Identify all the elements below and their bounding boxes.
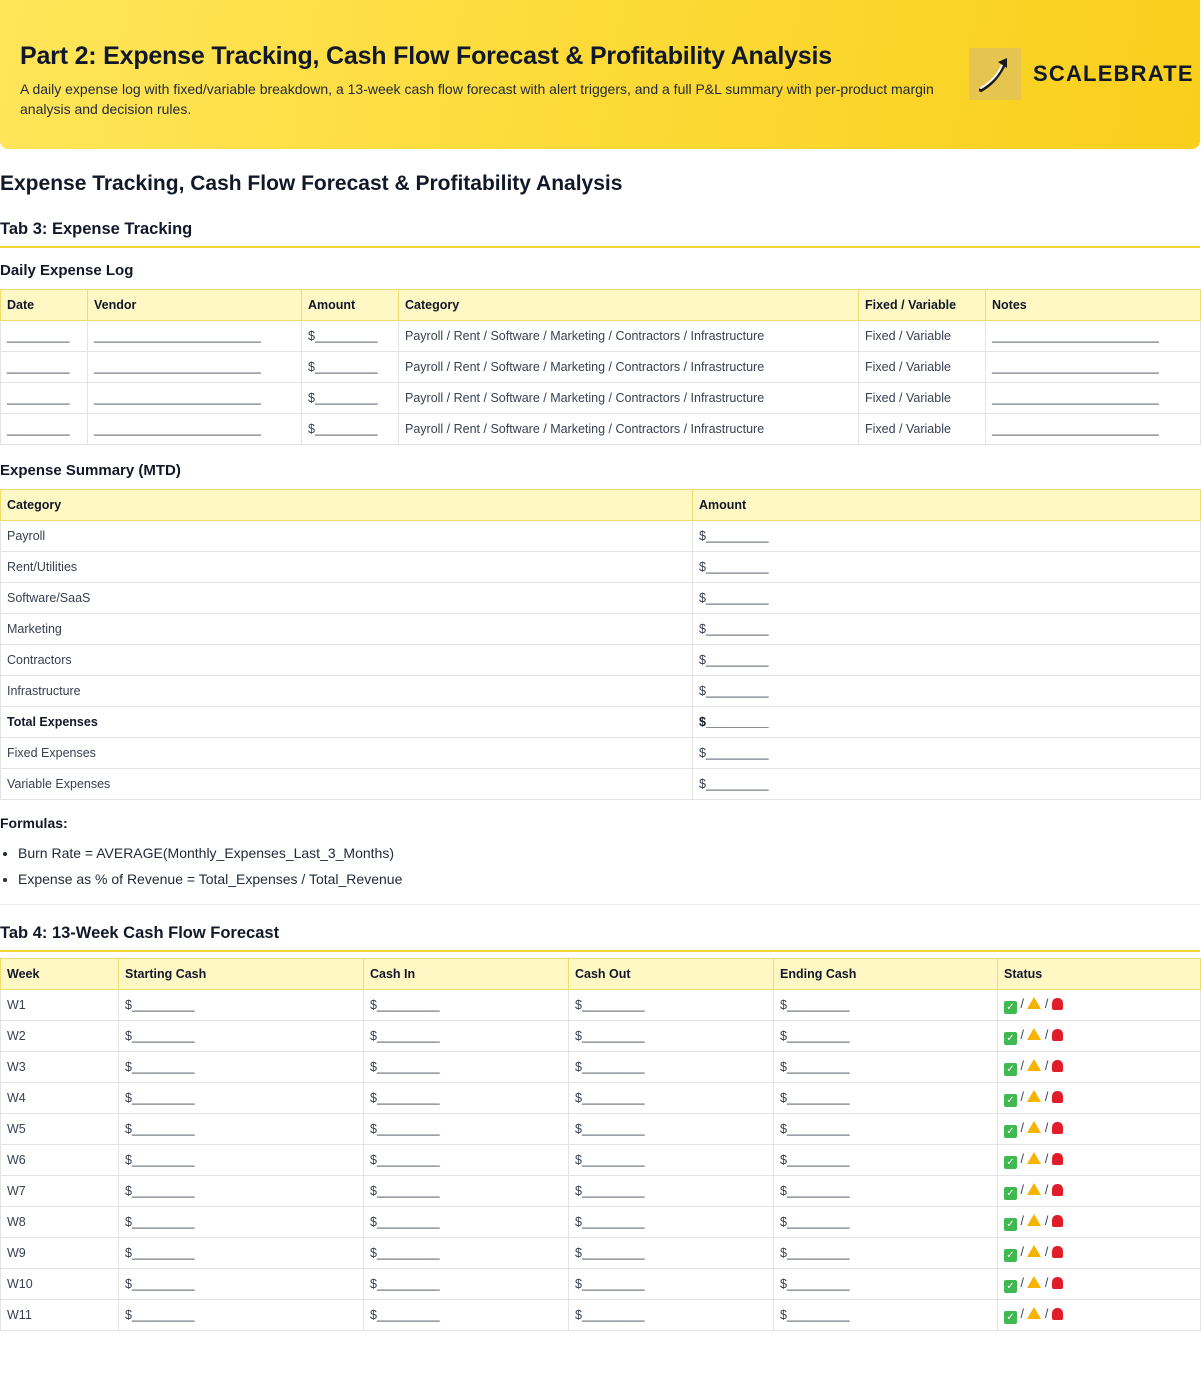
warning-icon: [1027, 1276, 1041, 1288]
check-icon: ✓: [1004, 1063, 1017, 1076]
status-separator: /: [1017, 1244, 1028, 1259]
warning-icon: [1027, 1059, 1041, 1071]
table-cell: Payroll: [1, 521, 693, 552]
table-row: [1, 990, 1201, 1021]
amount-cell: $_________: [774, 1207, 998, 1238]
warning-icon: [1027, 1214, 1041, 1226]
table-cell: ________________________: [88, 414, 302, 445]
table-cell: ________________________: [88, 321, 302, 352]
warning-icon: [1027, 997, 1041, 1009]
check-icon: ✓: [1004, 1032, 1017, 1045]
week-cell: W3: [1, 1052, 119, 1083]
column-header: Week: [1, 959, 119, 990]
week-cell: W9: [1, 1238, 119, 1269]
table-row: [1, 707, 1201, 738]
siren-icon: [1052, 1277, 1063, 1289]
siren-icon: [1052, 1153, 1063, 1165]
formula-burn-rate: • Burn Rate = AVERAGE(Monthly_Expenses_Last_3_Months): [18, 843, 402, 869]
table-cell: ________________________: [986, 352, 1201, 383]
table-cell: Total Expenses: [1, 707, 693, 738]
table-row: [1, 769, 1201, 800]
table-row: [1, 414, 1201, 445]
week-cell: W1: [1, 990, 119, 1021]
amount-cell: $_________: [364, 1300, 569, 1331]
column-header: Cash In: [364, 959, 569, 990]
subsection-title-expense-log: Daily Expense Log: [0, 262, 134, 279]
table-cell: Marketing: [1, 614, 693, 645]
page-title: Expense Tracking, Cash Flow Forecast & Profitability Analysis: [0, 172, 623, 195]
table-row: [1, 1052, 1201, 1083]
table-row: [1, 1114, 1201, 1145]
table-row: [1, 1300, 1201, 1331]
check-icon: ✓: [1004, 1001, 1017, 1014]
table-cell: $_________: [693, 738, 1201, 769]
status-separator: /: [1041, 996, 1052, 1011]
table-cell: $_________: [693, 614, 1201, 645]
table-cell: Payroll / Rent / Software / Marketing / Contractors / Infrastructure: [399, 414, 859, 445]
table-row: [1, 1083, 1201, 1114]
status-cell: [998, 1207, 1201, 1238]
arrow-up-right-icon: [969, 48, 1021, 100]
amount-cell: $_________: [774, 1083, 998, 1114]
amount-cell: $_________: [119, 1145, 364, 1176]
status-cell: [998, 1114, 1201, 1145]
table-row: [1, 1269, 1201, 1300]
expense-summary-table: [0, 489, 1201, 800]
status-separator: /: [1041, 1306, 1052, 1321]
table-cell: Fixed / Variable: [859, 383, 986, 414]
column-header: Category: [399, 290, 859, 321]
table-cell: $_________: [693, 521, 1201, 552]
cashflow-forecast-table: [0, 958, 1201, 1331]
amount-cell: $_________: [119, 990, 364, 1021]
amount-cell: $_________: [119, 1238, 364, 1269]
table-cell: $_________: [693, 583, 1201, 614]
divider: [0, 904, 1200, 905]
table-cell: Fixed Expenses: [1, 738, 693, 769]
table-cell: Software/SaaS: [1, 583, 693, 614]
amount-cell: $_________: [364, 1176, 569, 1207]
table-cell: Payroll / Rent / Software / Marketing / Contractors / Infrastructure: [399, 383, 859, 414]
status-cell: [998, 1083, 1201, 1114]
table-cell: Fixed / Variable: [859, 414, 986, 445]
cashflow-table-container: [0, 958, 1200, 1323]
status-separator: /: [1017, 1089, 1028, 1104]
warning-icon: [1027, 1307, 1041, 1319]
table-cell: ________________________: [986, 321, 1201, 352]
status-cell: [998, 1269, 1201, 1300]
subsection-title-expense-summary: Expense Summary (MTD): [0, 462, 181, 479]
warning-icon: [1027, 1090, 1041, 1102]
status-separator: /: [1041, 1027, 1052, 1042]
amount-cell: $_________: [364, 1083, 569, 1114]
table-cell: ________________________: [88, 352, 302, 383]
siren-icon: [1052, 1091, 1063, 1103]
amount-cell: $_________: [119, 1083, 364, 1114]
warning-icon: [1027, 1245, 1041, 1257]
amount-cell: $_________: [774, 1269, 998, 1300]
status-cell: [998, 990, 1201, 1021]
table-row: [1, 1238, 1201, 1269]
amount-cell: $_________: [774, 1300, 998, 1331]
column-header: Ending Cash: [774, 959, 998, 990]
column-header: Fixed / Variable: [859, 290, 986, 321]
banner-title: Part 2: Expense Tracking, Cash Flow Forecast & Profitability Analysis: [20, 42, 832, 70]
column-header: Category: [1, 490, 693, 521]
siren-icon: [1052, 1246, 1063, 1258]
status-separator: /: [1017, 1151, 1028, 1166]
week-cell: W10: [1, 1269, 119, 1300]
check-icon: ✓: [1004, 1311, 1017, 1324]
table-header-row: [1, 490, 1201, 521]
header-banner: [0, 0, 1200, 149]
table-header-row: [1, 290, 1201, 321]
status-separator: /: [1017, 1182, 1028, 1197]
status-separator: /: [1017, 1213, 1028, 1228]
logo: [969, 48, 1021, 100]
table-cell: _________: [1, 414, 88, 445]
table-row: [1, 1145, 1201, 1176]
status-cell: [998, 1052, 1201, 1083]
week-cell: W7: [1, 1176, 119, 1207]
table-row: [1, 521, 1201, 552]
table-cell: Contractors: [1, 645, 693, 676]
week-cell: W8: [1, 1207, 119, 1238]
amount-cell: $_________: [569, 1207, 774, 1238]
week-cell: W6: [1, 1145, 119, 1176]
status-separator: /: [1041, 1213, 1052, 1228]
check-icon: ✓: [1004, 1280, 1017, 1293]
expense-log-table: [0, 289, 1201, 445]
amount-cell: $_________: [774, 990, 998, 1021]
amount-cell: $_________: [119, 1207, 364, 1238]
table-row: [1, 383, 1201, 414]
check-icon: ✓: [1004, 1249, 1017, 1262]
amount-cell: $_________: [569, 1114, 774, 1145]
amount-cell: $_________: [364, 1238, 569, 1269]
status-separator: /: [1041, 1182, 1052, 1197]
amount-cell: $_________: [119, 1269, 364, 1300]
amount-cell: $_________: [364, 1021, 569, 1052]
warning-icon: [1027, 1152, 1041, 1164]
amount-cell: $_________: [119, 1052, 364, 1083]
table-cell: ________________________: [986, 414, 1201, 445]
table-row: [1, 352, 1201, 383]
check-icon: ✓: [1004, 1187, 1017, 1200]
amount-cell: $_________: [119, 1021, 364, 1052]
amount-cell: $_________: [774, 1114, 998, 1145]
table-row: [1, 552, 1201, 583]
amount-cell: $_________: [364, 1145, 569, 1176]
table-cell: $_________: [693, 676, 1201, 707]
table-cell: $_________: [693, 707, 1201, 738]
table-cell: _________: [1, 321, 88, 352]
week-cell: W5: [1, 1114, 119, 1145]
table-row: [1, 1176, 1201, 1207]
amount-cell: $_________: [569, 990, 774, 1021]
table-header-row: [1, 959, 1201, 990]
amount-cell: $_________: [569, 1176, 774, 1207]
amount-cell: $_________: [569, 1269, 774, 1300]
amount-cell: $_________: [364, 1114, 569, 1145]
siren-icon: [1052, 1122, 1063, 1134]
status-separator: /: [1041, 1058, 1052, 1073]
status-cell: [998, 1238, 1201, 1269]
formula-expense-pct: • Expense as % of Revenue = Total_Expenses / Total_Revenue: [18, 869, 402, 895]
table-cell: $_________: [302, 352, 399, 383]
table-cell: ________________________: [986, 383, 1201, 414]
siren-icon: [1052, 998, 1063, 1010]
status-separator: /: [1017, 1275, 1028, 1290]
table-row: [1, 676, 1201, 707]
table-cell: Rent/Utilities: [1, 552, 693, 583]
week-cell: W11: [1, 1300, 119, 1331]
amount-cell: $_________: [364, 1052, 569, 1083]
check-icon: ✓: [1004, 1218, 1017, 1231]
warning-icon: [1027, 1028, 1041, 1040]
amount-cell: $_________: [774, 1021, 998, 1052]
column-header: Notes: [986, 290, 1201, 321]
status-separator: /: [1017, 996, 1028, 1011]
column-header: Vendor: [88, 290, 302, 321]
warning-icon: [1027, 1183, 1041, 1195]
table-cell: Variable Expenses: [1, 769, 693, 800]
table-cell: $_________: [693, 552, 1201, 583]
status-separator: /: [1041, 1151, 1052, 1166]
table-cell: $_________: [693, 645, 1201, 676]
brand-name: SCALEBRATE: [1033, 61, 1194, 86]
amount-cell: $_________: [569, 1052, 774, 1083]
siren-icon: [1052, 1215, 1063, 1227]
week-cell: W4: [1, 1083, 119, 1114]
table-cell: ________________________: [88, 383, 302, 414]
amount-cell: $_________: [119, 1300, 364, 1331]
table-cell: Fixed / Variable: [859, 352, 986, 383]
column-header: Amount: [302, 290, 399, 321]
status-cell: [998, 1021, 1201, 1052]
table-row: [1, 614, 1201, 645]
status-separator: /: [1017, 1120, 1028, 1135]
table-cell: Payroll / Rent / Software / Marketing / Contractors / Infrastructure: [399, 352, 859, 383]
amount-cell: $_________: [774, 1238, 998, 1269]
table-cell: Fixed / Variable: [859, 321, 986, 352]
amount-cell: $_________: [774, 1176, 998, 1207]
siren-icon: [1052, 1060, 1063, 1072]
table-row: [1, 645, 1201, 676]
section-title-tab3: Tab 3: Expense Tracking: [0, 212, 1200, 248]
amount-cell: $_________: [569, 1300, 774, 1331]
section-title-tab4: Tab 4: 13-Week Cash Flow Forecast: [0, 916, 1200, 952]
table-cell: _________: [1, 352, 88, 383]
status-separator: /: [1017, 1306, 1028, 1321]
amount-cell: $_________: [364, 1269, 569, 1300]
table-cell: Infrastructure: [1, 676, 693, 707]
check-icon: ✓: [1004, 1125, 1017, 1138]
amount-cell: $_________: [569, 1021, 774, 1052]
status-separator: /: [1041, 1275, 1052, 1290]
check-icon: ✓: [1004, 1156, 1017, 1169]
siren-icon: [1052, 1184, 1063, 1196]
column-header: Status: [998, 959, 1201, 990]
siren-icon: [1052, 1029, 1063, 1041]
table-row: [1, 1207, 1201, 1238]
amount-cell: $_________: [119, 1176, 364, 1207]
amount-cell: $_________: [569, 1083, 774, 1114]
warning-icon: [1027, 1121, 1041, 1133]
amount-cell: $_________: [569, 1238, 774, 1269]
column-header: Starting Cash: [119, 959, 364, 990]
table-cell: $_________: [693, 769, 1201, 800]
check-icon: ✓: [1004, 1094, 1017, 1107]
table-row: [1, 1021, 1201, 1052]
table-cell: _________: [1, 383, 88, 414]
formula-list: [18, 843, 402, 895]
amount-cell: $_________: [774, 1052, 998, 1083]
status-separator: /: [1041, 1244, 1052, 1259]
table-cell: $_________: [302, 383, 399, 414]
table-row: [1, 738, 1201, 769]
column-header: Amount: [693, 490, 1201, 521]
amount-cell: $_________: [774, 1145, 998, 1176]
table-cell: $_________: [302, 321, 399, 352]
formulas-label: Formulas:: [0, 815, 68, 831]
status-separator: /: [1017, 1058, 1028, 1073]
table-cell: Payroll / Rent / Software / Marketing / Contractors / Infrastructure: [399, 321, 859, 352]
status-cell: [998, 1145, 1201, 1176]
status-separator: /: [1041, 1120, 1052, 1135]
table-row: [1, 583, 1201, 614]
column-header: Cash Out: [569, 959, 774, 990]
table-cell: $_________: [302, 414, 399, 445]
week-cell: W2: [1, 1021, 119, 1052]
amount-cell: $_________: [364, 1207, 569, 1238]
status-cell: [998, 1176, 1201, 1207]
amount-cell: $_________: [364, 990, 569, 1021]
amount-cell: $_________: [569, 1145, 774, 1176]
banner-description: A daily expense log with fixed/variable breakdown, a 13-week cash flow forecast with alert triggers, and a full P&L summary with per-product margin analysis and decision rules.: [20, 81, 934, 117]
status-cell: [998, 1300, 1201, 1331]
column-header: Date: [1, 290, 88, 321]
status-separator: /: [1041, 1089, 1052, 1104]
siren-icon: [1052, 1308, 1063, 1320]
table-row: [1, 321, 1201, 352]
amount-cell: $_________: [119, 1114, 364, 1145]
status-separator: /: [1017, 1027, 1028, 1042]
